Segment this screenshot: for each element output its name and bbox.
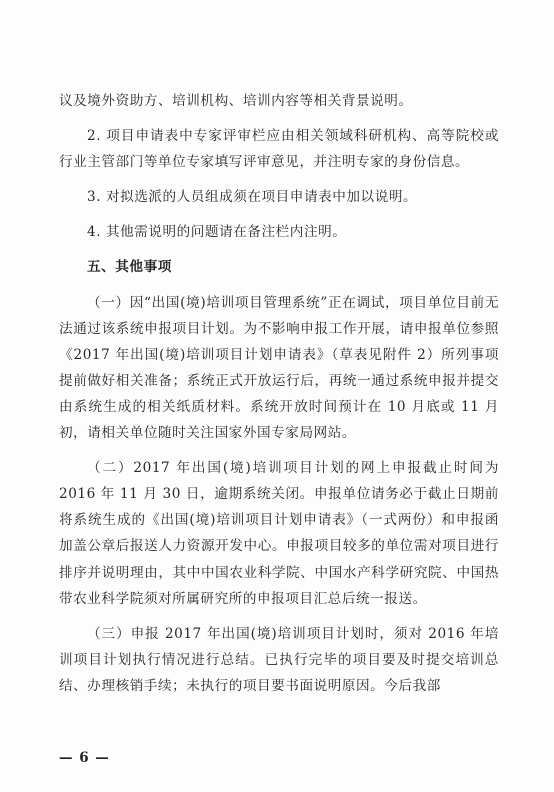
document-body bbox=[59, 88, 499, 708]
page-number: — 6 — bbox=[59, 750, 110, 766]
section-heading-other-matters: 五、其他事项 bbox=[87, 259, 172, 276]
paragraph-item-3: 3. 对拟选派的人员组成须在项目申请表中加以说明。 bbox=[87, 189, 418, 206]
paragraph-continuation: 议及境外资助方、培训机构、培训内容等相关背景说明。 bbox=[59, 93, 413, 109]
paragraph-matter-2: （二）2017 年出国(境)培训项目计划的网上申报截止时间为 2016 年 11 月 30 日，逾期系统关闭。申报单位请务必于截止日期前将系统生成的《出国(境)培训项目计划申请表》（一式两份）和申报函加盖公章后报送人力资源开发中心。申报项目较多的单位需对项目进行排序并说明理由，其中中国农业科学院、中国水产科学研究院、中国热带农业科学院须对所属研究所的申报项目汇总后统一报送。 bbox=[59, 460, 499, 607]
paragraph-matter-1: （一）因“出国(境)培训项目管理系统”正在调试，项目单位目前无法通过该系统申报项目计划。为不影响申报工作开展，请申报单位参照《2017 年出国(境)培训项目计划申请表》（草表见附件 2）所列事项提前做好相关准备；系统正式开放运行后，再统一通过系统申报并提交由系统生成的相关纸质材料。系统开放时间预计在 10 月底或 11 月初，请相关单位随时关注国家外国专家局网站。 bbox=[59, 294, 499, 442]
paragraph-matter-3: （三）申报 2017 年出国(境)培训项目计划时，须对 2016 年培训项目计划执行情况进行总结。已执行完毕的项目要及时提交培训总结、办理核销手续；未执行的项目要书面说明原因。今后我部 bbox=[59, 625, 499, 694]
paragraph-item-2: 2. 项目申请表中专家评审栏应由相关领域科研机构、高等院校或行业主管部门等单位专家填写评审意见，并注明专家的身份信息。 bbox=[59, 128, 499, 171]
paragraph-item-4: 4. 其他需说明的问题请在备注栏内注明。 bbox=[87, 224, 347, 241]
